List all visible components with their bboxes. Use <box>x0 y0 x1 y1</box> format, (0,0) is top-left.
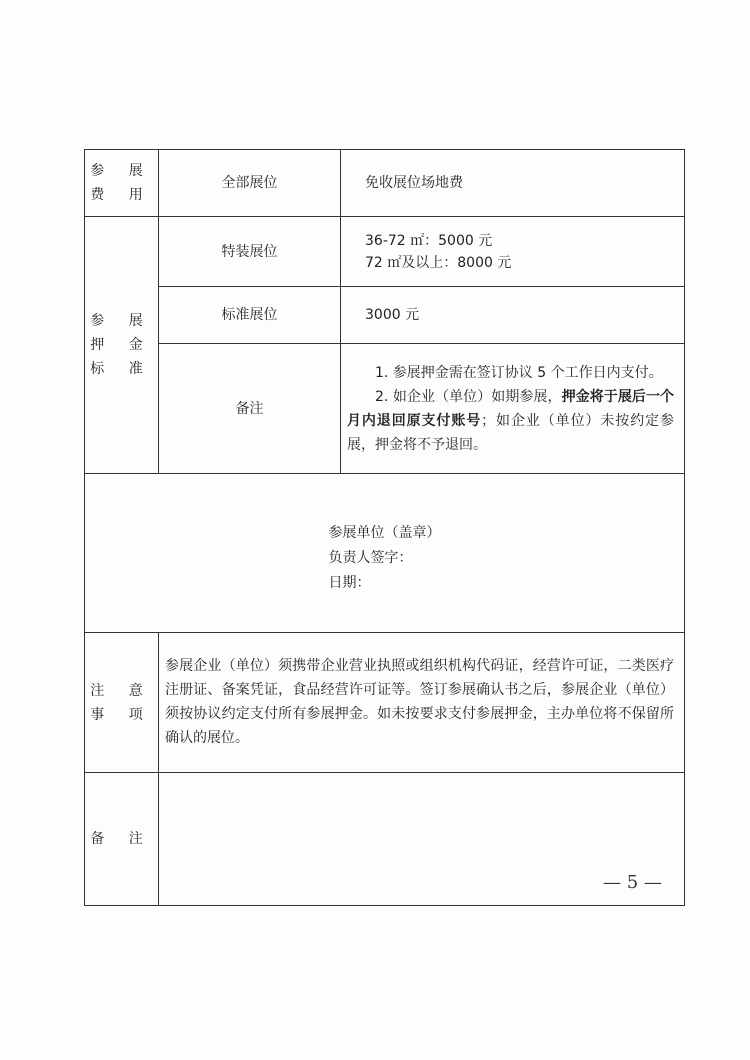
deposit-standard-row <box>85 287 685 344</box>
standard-booth-label: 标准展位 <box>159 287 341 344</box>
deposit-label <box>85 217 159 474</box>
attention-text: 参展企业（单位）须携带企业营业执照或组织机构代码证，经营许可证，二类医疗注册证、备案凭证，食品经营许可证等。签订参展确认书之后，参展企业（单位）须按协议约定支付所有参展押金。如未按要求支付参展押金，主办单位将不保留所确认的展位。 <box>159 633 685 773</box>
fee-sub-label: 全部展位 <box>159 150 341 217</box>
attention-label <box>85 633 159 773</box>
fee-label <box>85 150 159 217</box>
remarks-point-1: 1. 参展押金需在签订协议 5 个工作日内支付。 <box>375 364 663 381</box>
standard-booth-value: 3000 元 <box>341 287 685 344</box>
exhibition-form-table <box>84 149 685 906</box>
signature-cell <box>85 474 685 633</box>
attention-row <box>85 633 685 773</box>
remarks-point-2-c: ；如企业（单位）未按约定参展，押金将不予退回。 <box>347 412 675 453</box>
remarks-point-2 <box>347 385 674 457</box>
deposit-special-row <box>85 217 685 287</box>
deposit-remarks-text <box>341 344 685 474</box>
deposit-label-line2: 押 金 <box>90 337 153 353</box>
special-booth-value <box>341 217 685 287</box>
special-booth-line1: 36-72 ㎡：5000 元 <box>365 232 493 249</box>
deposit-label-line1: 参 展 <box>90 313 153 329</box>
signature-block <box>329 511 441 596</box>
remarks-point-2-a: 2. 如企业（单位）如期参展， <box>375 388 562 405</box>
deposit-remarks-label: 备注 <box>159 344 341 474</box>
deposit-label-line3: 标 准 <box>90 361 153 377</box>
attention-label-line2: 事 项 <box>90 706 153 723</box>
responsible-person-label: 负责人签字： <box>328 549 413 566</box>
special-booth-label: 特装展位 <box>159 217 341 287</box>
fee-label-line2: 费 用 <box>90 187 153 203</box>
page-number: — 5 — <box>603 872 662 893</box>
date-label: 日期： <box>328 574 371 591</box>
fee-row <box>85 150 685 217</box>
special-booth-line2: 72 ㎡及以上：8000 元 <box>365 254 512 271</box>
notes-row <box>85 773 685 906</box>
fee-label-line1: 参 展 <box>90 163 153 179</box>
attention-label-line1: 注 意 <box>90 682 153 699</box>
exhibitor-seal-label: 参展单位（盖章） <box>328 524 441 541</box>
signature-row <box>85 474 685 633</box>
deposit-remarks-row <box>85 344 685 474</box>
notes-label: 备 注 <box>85 773 159 906</box>
remarks-point-2-bold: 押金将于展后一个月内退回原支付账号 <box>347 388 675 429</box>
fee-value: 免收展位场地费 <box>341 150 685 217</box>
